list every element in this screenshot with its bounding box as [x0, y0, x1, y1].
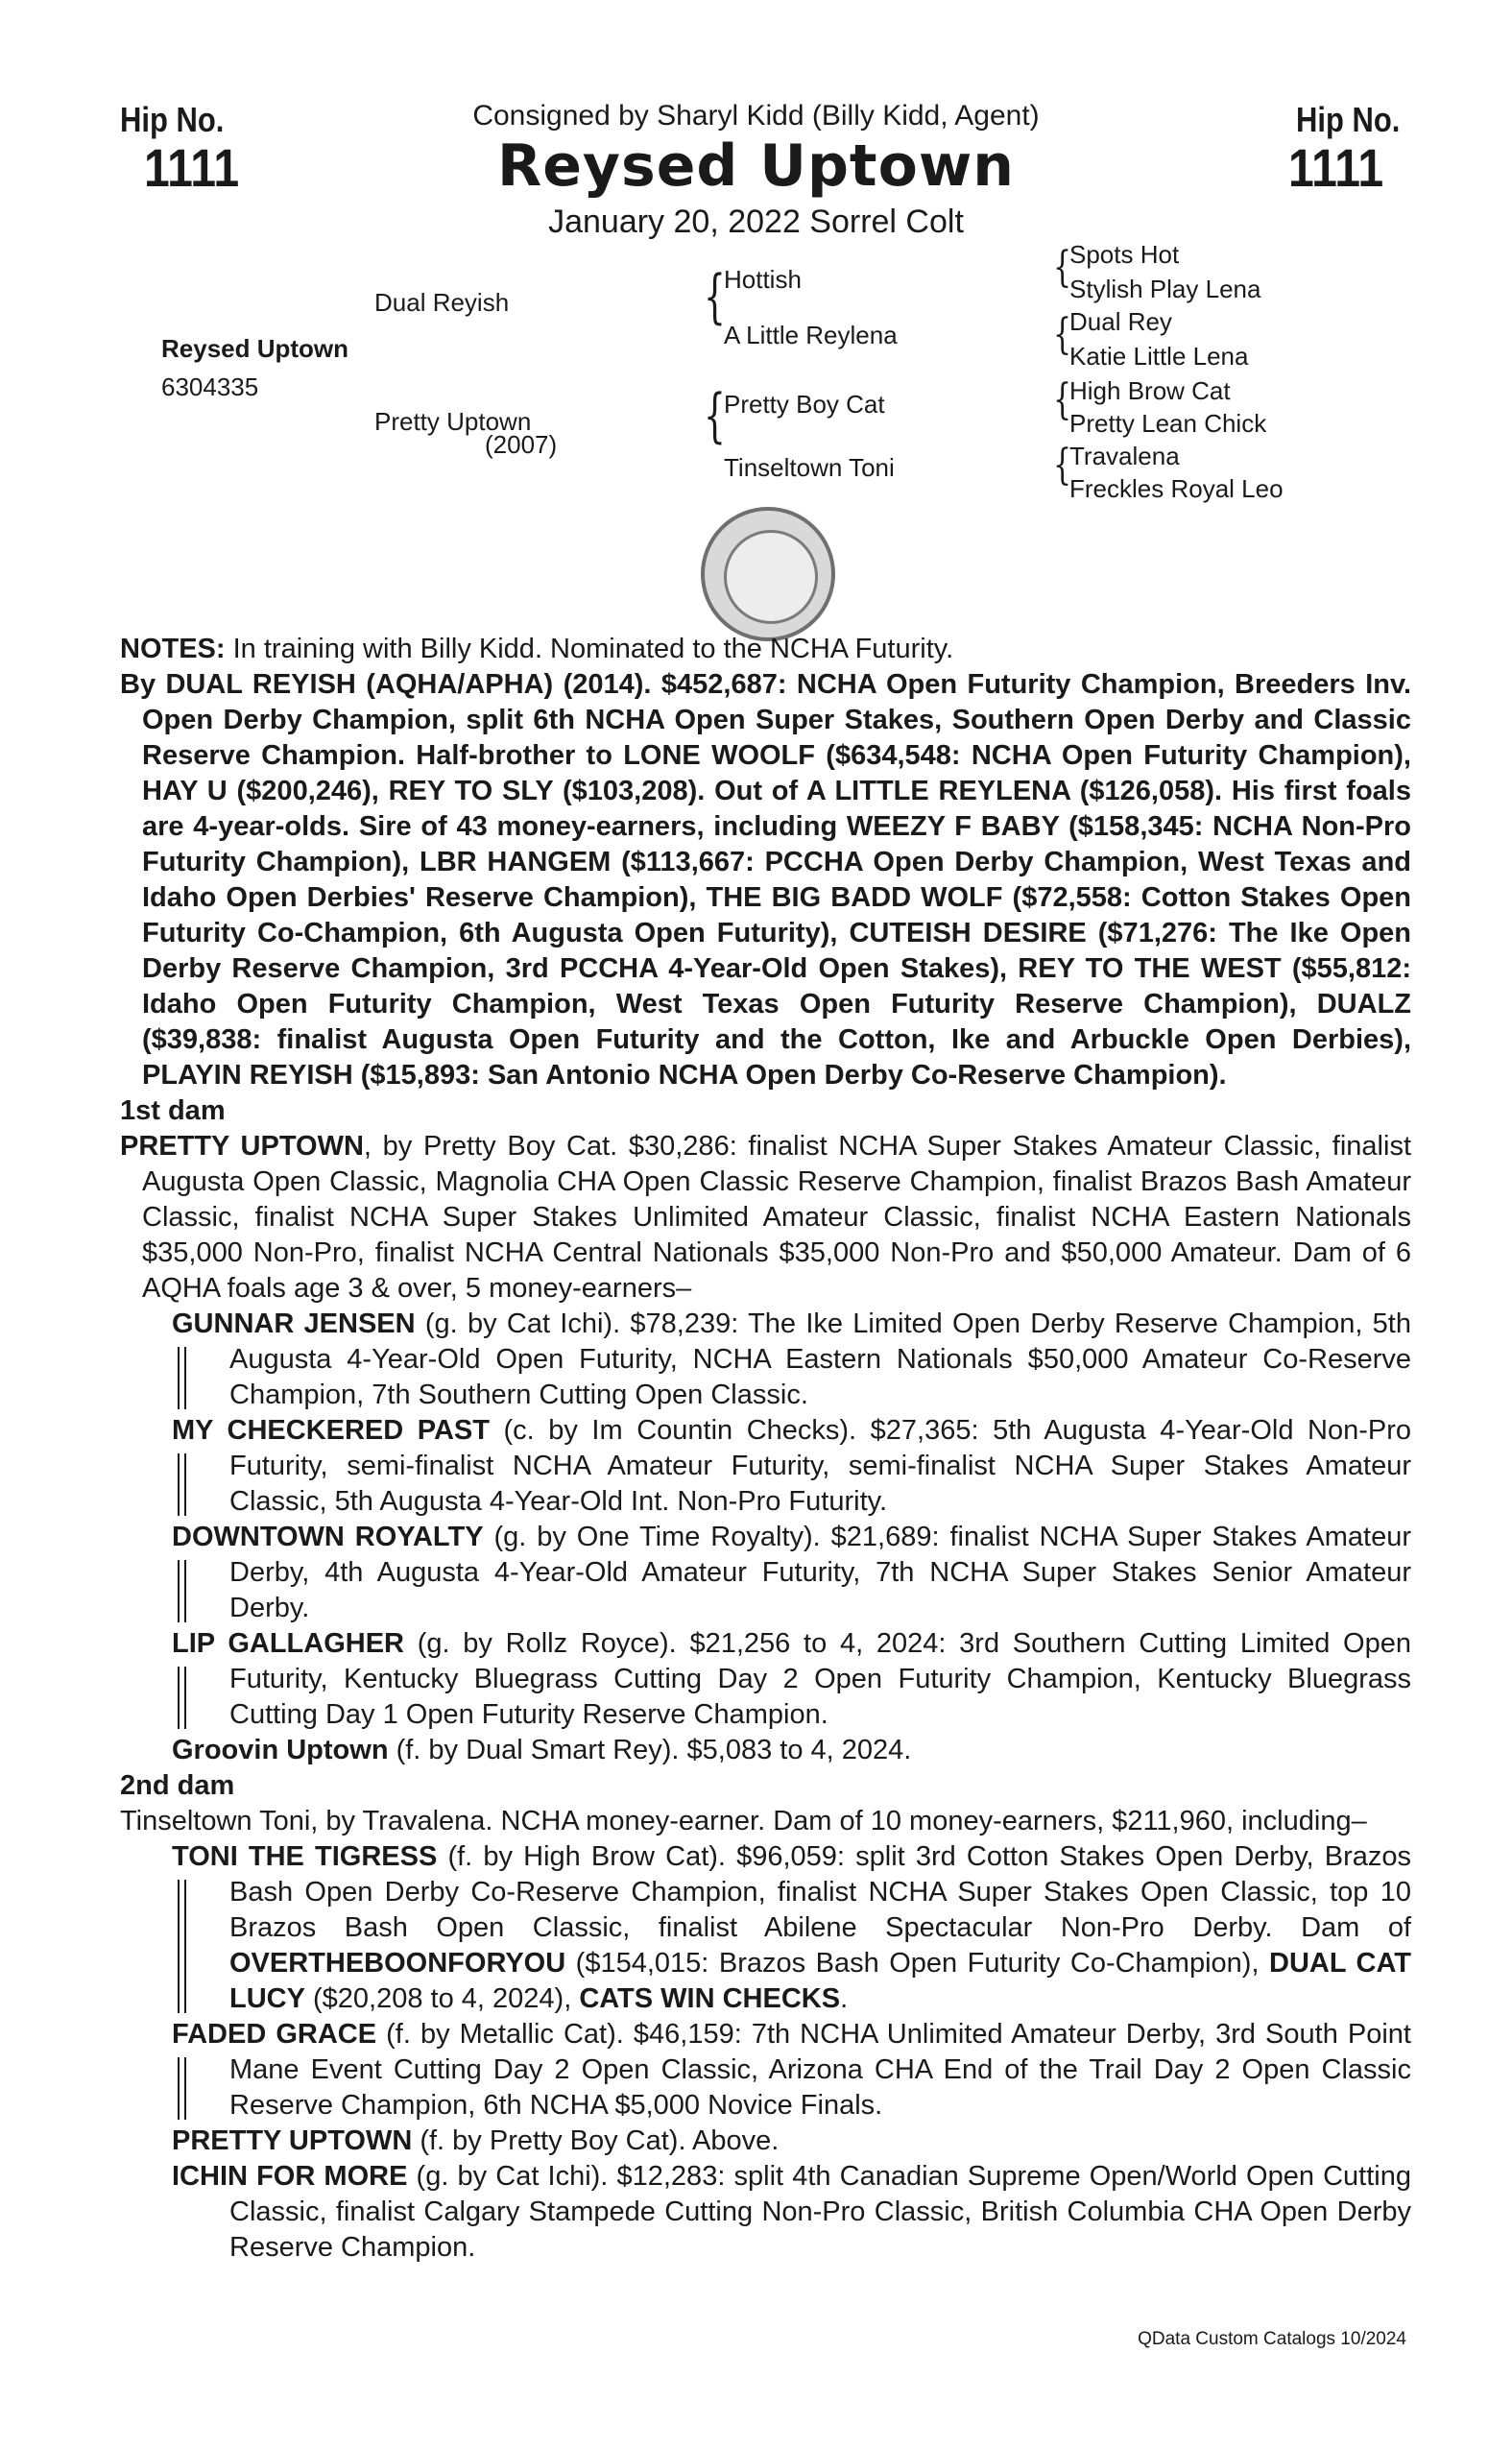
catalog-page-body: [120, 632, 1411, 2266]
hip-number-left: 1111: [144, 137, 240, 198]
pedigree-g3-4: Katie Little Lena: [1069, 342, 1249, 371]
foal-info: January 20, 2022 Sorrel Colt: [548, 204, 964, 240]
ncha-seal-center-icon: [724, 530, 818, 624]
pedigree-g3-6: Pretty Lean Chick: [1069, 409, 1267, 438]
ncha-seal-icon: [701, 507, 835, 641]
pedigree-g3-7: Travalena: [1069, 442, 1180, 470]
produce-text: (g. by Cat Ichi). $12,283: split 4th Canadian Supreme Open/World Open Cutting Classic, finalist Calgary Stampede Cutting Non-Pro Classic, British Columbia CHA Open Derby Reserve Champion.: [229, 2161, 1411, 2263]
first-dam-paragraph: [120, 1129, 1411, 1307]
produce-text: (g. by One Time Royalty). $21,689: finalist NCHA Super Stakes Amateur Derby, 4th Augusta 4-Year-Old Amateur Futurity, 7th NCHA Super Stakes Senior Amateur Derby.: [229, 1522, 1411, 1623]
produce-entry: [172, 1733, 1411, 1768]
second-dam-heading: 2nd dam: [120, 1770, 235, 1801]
pedigree-dam-sire: Pretty Boy Cat: [724, 390, 885, 419]
consignor-line: Consigned by Sharyl Kidd (Billy Kidd, Agent): [472, 100, 1040, 132]
pedigree-sire-dam: A Little Reylena: [724, 321, 898, 349]
brace-g3-2: {: [1053, 310, 1072, 360]
produce-text: (f. by Dual Smart Rey). $5,083 to 4, 2024.: [388, 1735, 912, 1765]
hip-number-right: 1111: [1288, 137, 1384, 198]
produce-text: (f. by High Brow Cat). $96,059: split 3rd Cotton Stakes Open Derby, Brazos Bash Open Derby Co-Reserve Champion, finalist NCHA Super Stakes Open Classic, top 10 Brazos Bash Open Classic, finalist Abilene Spectacular Non-Pro Derby. Dam of: [229, 1841, 1411, 1943]
produce-bar: [178, 1880, 186, 2013]
produce-bar: [178, 2057, 186, 2120]
produce-bar: [178, 1560, 186, 1622]
produce-entry: [172, 1413, 1411, 1520]
sire-paragraph: By DUAL REYISH (AQHA/APHA) (2014). $452,687: NCHA Open Futurity Champion, Breeders Inv. Open Derby Champion, split 6th NCHA Open Super Stakes, Southern Open Derby and Classic Reserve Champion. Half-brother to LONE WOOLF ($634,548: NCHA Open Futurity Champion), HAY U ($200,246), REY TO SLY ($103,208). Out of A LITTLE REYLENA ($126,058). His first foals are 4-year-olds. Sire of 43 money-earners, including WEEZY F BABY ($158,345: NCHA Non-Pro Futurity Champion), LBR HANGEM ($113,667: PCCHA Open Derby Champion, West Texas and Idaho Open Derbies' Reserve Champion), THE BIG BADD WOLF ($72,558: Cotton Stakes Open Futurity Co-Champion, 6th Augusta Open Futurity), CUTEISH DESIRE ($71,276: The Ike Open Derby Reserve Champion, 3rd PCCHA 4-Year-Old Open Stakes), REY TO THE WEST ($55,812: Idaho Open Futurity Champion, West Texas Open Futurity Reserve Champion), DUALZ ($39,838: finalist Augusta Open Futurity and the Cotton, Ike and Arbuckle Open Derbies), PLAYIN REYISH ($15,893: San Antonio NCHA Open Derby Co-Reserve Champion).: [120, 669, 1411, 1091]
produce-name: FADED GRACE: [172, 2019, 377, 2050]
pedigree-g3-5: High Brow Cat: [1069, 376, 1231, 405]
produce-name: DOWNTOWN ROYALTY: [172, 1522, 484, 1552]
produce-text: (f. by Pretty Boy Cat). Above.: [412, 2125, 780, 2156]
pedigree-subject: Reysed Uptown: [161, 334, 349, 363]
pedigree-dam-dam: Tinseltown Toni: [724, 453, 895, 482]
brace-g3-4: {: [1053, 441, 1072, 491]
brace-sire-side: {: [704, 263, 726, 331]
pedigree-dam: Pretty Uptown: [374, 407, 532, 436]
produce-foal-name: OVERTHEBOONFORYOU: [229, 1948, 566, 1979]
produce-name: LIP GALLAGHER: [172, 1628, 404, 1659]
hip-label-right: Hip No.: [1296, 100, 1401, 139]
brace-dam-side: {: [704, 382, 726, 450]
pedigree-g3-8: Freckles Royal Leo: [1069, 474, 1284, 503]
first-dam-heading: 1st dam: [120, 1095, 226, 1126]
pedigree-reg-number: 6304335: [161, 372, 259, 401]
produce-name: TONI THE TIGRESS: [172, 1841, 438, 1872]
produce-bar: [178, 1347, 186, 1409]
pedigree-sire: Dual Reyish: [374, 288, 510, 317]
hip-label-left: Hip No.: [120, 100, 225, 139]
produce-text: (f. by Metallic Cat). $46,159: 7th NCHA Unlimited Amateur Derby, 3rd South Point Mane Event Cutting Day 2 Open Classic, Arizona CHA End of the Trail Day 2 Open Classic Reserve Champion, 6th NCHA $5,000 Novice Finals.: [229, 2019, 1411, 2121]
produce-text: ($20,208 to 4, 2024),: [304, 1983, 580, 2014]
produce-entry: [172, 1839, 1411, 2017]
produce-text: (g. by Rollz Royce). $21,256 to 4, 2024: 3rd Southern Cutting Limited Open Futurity, Kentucky Bluegrass Cutting Day 2 Open Futurity Champion, Kentucky Bluegrass Cutting Day 1 Open Futurity Reserve Champion.: [229, 1628, 1411, 1730]
produce-text: ($154,015: Brazos Bash Open Futurity Co-Champion),: [565, 1948, 1270, 1979]
pedigree-dam-year: (2007): [485, 430, 558, 459]
produce-name: PRETTY UPTOWN: [172, 2125, 413, 2156]
produce-bar: [178, 1667, 186, 1729]
notes-text: In training with Billy Kidd. Nominated to the NCHA Futurity.: [232, 634, 954, 664]
brace-g3-1: {: [1053, 243, 1072, 293]
horse-name-title: Reysed Uptown: [497, 132, 1015, 200]
produce-name: Groovin Uptown: [172, 1735, 389, 1765]
pedigree-g3-3: Dual Rey: [1069, 307, 1172, 336]
produce-name: MY CHECKERED PAST: [172, 1415, 490, 1446]
produce-entry: [172, 2017, 1411, 2124]
notes-label: NOTES:: [120, 634, 226, 664]
brace-g3-3: {: [1053, 375, 1072, 425]
footer-credit: QData Custom Catalogs 10/2024: [1138, 2329, 1406, 2349]
produce-name: ICHIN FOR MORE: [172, 2161, 408, 2192]
produce-foal-name: DUAL CAT LUCY: [229, 1948, 1411, 2014]
produce-entry: [172, 1626, 1411, 1733]
produce-foal-name: CATS WIN CHECKS: [579, 1983, 841, 2014]
produce-bar: [178, 1453, 186, 1516]
produce-text: .: [840, 1983, 849, 2014]
produce-entry: [172, 1520, 1411, 1626]
first-dam-text: , by Pretty Boy Cat. $30,286: finalist NCHA Super Stakes Amateur Classic, finalist Augusta Open Classic, Magnolia CHA Open Classic Reserve Champion, finalist Brazos Bash Amateur Classic, finalist NCHA Super Stakes Unlimited Amateur Classic, finalist NCHA Eastern Nationals $35,000 Non-Pro, finalist NCHA Central Nationals $35,000 Non-Pro and $50,000 Amateur. Dam of 6 AQHA foals age 3 & over, 5 money-earners–: [142, 1131, 1412, 1304]
pedigree-g3-1: Spots Hot: [1069, 240, 1180, 269]
pedigree-g3-2: Stylish Play Lena: [1069, 275, 1261, 303]
first-dam-name: PRETTY UPTOWN: [120, 1131, 364, 1162]
notes-paragraph: [120, 632, 1411, 667]
pedigree-sire-sire: Hottish: [724, 265, 802, 294]
produce-entry: [172, 1307, 1411, 1413]
produce-text: (c. by Im Countin Checks). $27,365: 5th Augusta 4-Year-Old Non-Pro Futurity, semi-finalist NCHA Amateur Futurity, semi-finalist NCHA Super Stakes Amateur Classic, 5th Augusta 4-Year-Old Int. Non-Pro Futurity.: [229, 1415, 1411, 1517]
produce-name: GUNNAR JENSEN: [172, 1308, 416, 1339]
second-dam-paragraph: Tinseltown Toni, by Travalena. NCHA money-earner. Dam of 10 money-earners, $211,960, including–: [120, 1806, 1367, 1836]
produce-entry: [172, 2159, 1411, 2266]
produce-entry: [172, 2124, 1411, 2159]
produce-text: (g. by Cat Ichi). $78,239: The Ike Limited Open Derby Reserve Champion, 5th Augusta 4-Year-Old Open Futurity, NCHA Eastern Nationals $50,000 Amateur Co-Reserve Champion, 7th Southern Cutting Open Classic.: [229, 1308, 1411, 1410]
